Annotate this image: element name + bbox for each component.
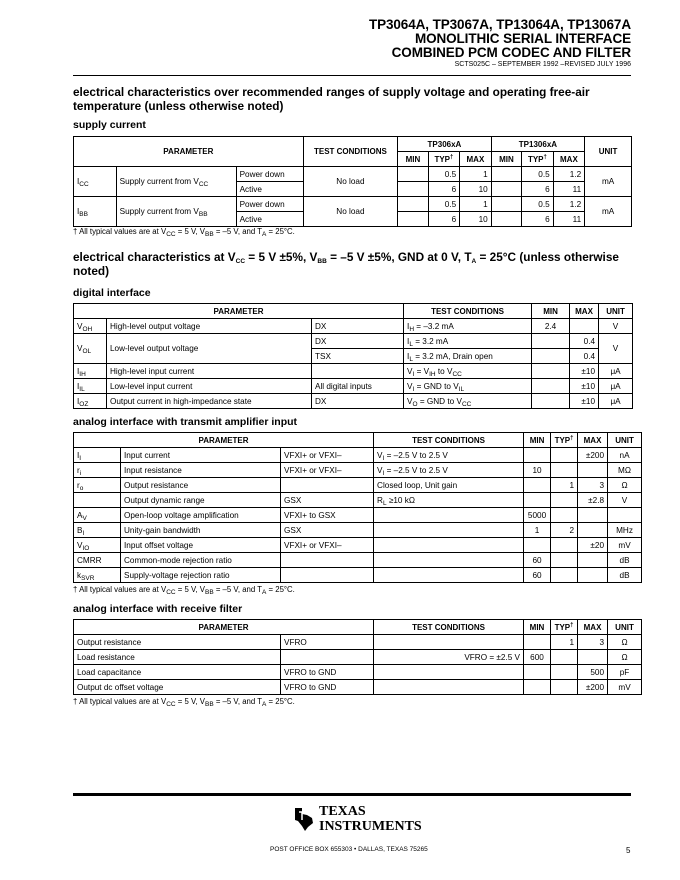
table-cell [74,493,121,508]
table-cell [374,508,524,523]
table-cell: μA [599,364,633,379]
table-row [74,319,633,334]
table-cell: 600 [524,650,551,665]
table-row [74,508,642,523]
col-typ: TYP† [428,152,460,167]
table-cell: Input offset voltage [121,538,281,553]
table-cell: $I_L = 3.2$ mA [404,334,532,349]
supply-current-table [73,136,632,227]
table-cell: Common-mode rejection ratio [121,553,281,568]
table-cell: dB [608,568,642,583]
table-cell: pF [608,665,642,680]
table-cell: 10 [524,463,551,478]
table-cell [551,448,578,463]
table-cell: 10 [460,212,492,227]
table-cell: ±200 [578,680,608,695]
table-cell: 3 [578,478,608,493]
table-cell [551,508,578,523]
col-unit: UNIT [608,620,642,635]
table-cell: 0.5 [522,167,554,182]
table-cell: mA [585,167,632,197]
table-cell: 11 [553,182,585,197]
table-cell [532,379,570,394]
table-cell: Power down [236,167,303,182]
table-cell [491,197,521,212]
table-cell: 1.2 [553,167,585,182]
footer-rule [73,793,631,796]
table-cell [374,553,524,568]
table-cell: $I_{IL}$ [74,379,107,394]
table-cell: Low-level input current [107,379,312,394]
table-cell [532,364,570,379]
table-cell: 60 [524,568,551,583]
table-cell: Load capacitance [74,665,281,680]
table-row [74,197,632,212]
table-cell: $A_V$ [74,508,121,523]
analog-rx-table [73,619,642,695]
col-max-2: MAX [553,152,585,167]
table-cell: $k_{SVR}$ [74,568,121,583]
table-cell: $I_{BB}$ [74,197,117,227]
table-cell [398,167,428,182]
table-cell: 2 [551,523,578,538]
col-min: MIN [398,152,428,167]
table-cell [551,650,578,665]
table-cell: Low-level output voltage [107,334,312,364]
col-min: MIN [524,620,551,635]
table-cell: Input resistance [121,463,281,478]
table-cell: 0.4 [570,349,599,364]
table-cell: 1 [460,167,492,182]
col-unit: UNIT [608,433,642,448]
table-cell: 11 [553,212,585,227]
table-cell: VFRO to GND [281,680,374,695]
table-cell: V [599,319,633,334]
table-cell [491,167,521,182]
table-cell: $V_I = V_{IH}$ to $V_{CC}$ [404,364,532,379]
header-title-1: TP3064A, TP3067A, TP13064A, TP13067A [368,17,631,32]
table-row [74,538,642,553]
table-cell: Load resistance [74,650,281,665]
table-cell: 0.5 [428,167,460,182]
page-header [369,18,631,70]
col-min: MIN [524,433,551,448]
table-cell: Output dynamic range [121,493,281,508]
table-cell: Ω [608,635,642,650]
table-cell [524,665,551,680]
table-cell [551,493,578,508]
table-cell [570,319,599,334]
table-row [74,167,632,182]
table-cell: ±20 [578,538,608,553]
table-cell: Active [236,182,303,197]
table-row [74,448,642,463]
table-cell: 6 [428,212,460,227]
table-cell [578,523,608,538]
table-cell: 1 [524,523,551,538]
table-cell: ±2.8 [578,493,608,508]
table-cell: Input current [121,448,281,463]
table-cell [491,182,521,197]
table-cell: μA [599,379,633,394]
table-cell [281,553,374,568]
col-typ: TYP† [551,433,578,448]
table-cell [532,334,570,349]
supply-current-heading: supply current [73,119,146,131]
table-cell [281,478,374,493]
table-row [74,493,642,508]
table-cell: $V_O$ = GND to $V_{CC}$ [404,394,532,409]
table-row [74,478,642,493]
table-cell: 6 [522,212,554,227]
table-cell: Active [236,212,303,227]
table-cell: GSX [281,523,374,538]
table-cell: $I_{CC}$ [74,167,117,197]
table-cell: Open-loop voltage amplification [121,508,281,523]
table-cell: Output dc offset voltage [74,680,281,695]
col-parameter: PARAMETER [74,304,404,319]
table-cell [578,508,608,523]
doc-id: SCTS025C – SEPTEMBER 1992 –REVISED JULY 1996 [454,61,631,68]
table-cell: CMRR [74,553,121,568]
table-cell: DX [312,334,404,349]
col-parameter: PARAMETER [74,620,374,635]
col-parameter: PARAMETER [74,137,304,167]
table-cell [398,182,428,197]
table-cell [551,665,578,680]
table-cell: $I_{IH}$ [74,364,107,379]
table-cell: 60 [524,553,551,568]
table-row [74,334,633,349]
table-cell: VFRO to GND [281,665,374,680]
table-cell: $R_L \ge 10$ kΩ [374,493,524,508]
table-cell: ±200 [578,448,608,463]
table-cell [578,463,608,478]
table-cell: 1 [551,478,578,493]
table-cell: 3 [578,635,608,650]
table-cell: 5000 [524,508,551,523]
analog-tx-table [73,432,642,583]
table-cell: 2.4 [532,319,570,334]
table-cell: Supply current from $V_{CC}$ [116,167,236,197]
table-cell: $I_I$ [74,448,121,463]
table-cell: 6 [428,182,460,197]
table-cell: $I_H = -3.2$ mA [404,319,532,334]
col-unit: UNIT [585,137,632,167]
table-cell: V [599,334,633,364]
col-max: MAX [578,433,608,448]
table-cell: mA [585,197,632,227]
table-cell: Supply-voltage rejection ratio [121,568,281,583]
table-cell [551,680,578,695]
table-cell: 1 [551,635,578,650]
table-cell [551,463,578,478]
table-row [74,635,642,650]
table-cell: MΩ [608,463,642,478]
footnote-3: † All typical values are at $V_{CC} = 5$ V, $V_{BB} = -5$ V, and $T_A = 25^\circ C$. [73,697,295,708]
page-number: 5 [626,846,631,855]
analog-rx-heading: analog interface with receive filter [73,603,243,615]
table-cell: 0.5 [428,197,460,212]
table-row [74,379,633,394]
table-row [74,553,642,568]
table-cell: 10 [460,182,492,197]
col-typ: TYP† [551,620,578,635]
table-cell [532,349,570,364]
table-cell: GSX [281,493,374,508]
section1-title: electrical characteristics over recommended ranges of supply voltage and operating free-air temperature (unless otherwise noted) [73,85,590,113]
table-cell [578,650,608,665]
col-unit: UNIT [599,304,633,319]
table-cell: Ω [608,478,642,493]
table-cell [374,538,524,553]
table-cell: $V_I = -2.5$ V to 2.5 V [374,448,524,463]
table-cell: Unity-gain bandwidth [121,523,281,538]
table-cell: Supply current from $V_{BB}$ [116,197,236,227]
table-cell: DX [312,394,404,409]
table-cell: All digital inputs [312,379,404,394]
table-cell: $V_{IO}$ [74,538,121,553]
table-cell: mV [608,538,642,553]
col-group-tp1306xa: TP1306xA [491,137,585,152]
table-cell [374,665,524,680]
table-cell [551,568,578,583]
table-row [74,364,633,379]
table-cell [524,635,551,650]
table-cell: No load [303,197,398,227]
col-max: MAX [460,152,492,167]
table-cell: 500 [578,665,608,680]
table-cell [551,553,578,568]
table-cell: VFXI+ to GSX [281,508,374,523]
table-cell: DX [312,319,404,334]
table-cell [578,568,608,583]
table-cell [524,493,551,508]
table-cell [398,197,428,212]
table-cell: 1.2 [553,197,585,212]
col-min: MIN [532,304,570,319]
table-cell: High-level output voltage [107,319,312,334]
logo-texas: TEXAS [319,804,366,819]
table-cell: $I_L = 3.2$ mA, Drain open [404,349,532,364]
table-cell: Closed loop, Unit gain [374,478,524,493]
footnote-1: † All typical values are at $V_{CC} = 5$ V, $V_{BB} = -5$ V, and $T_A = 25^\circ C$. [73,227,295,238]
table-cell: 1 [460,197,492,212]
footnote-2: † All typical values are at $V_{CC} = 5$ V, $V_{BB} = -5$ V, and $T_A = 25^\circ C$. [73,585,295,596]
table-cell [524,680,551,695]
table-row [74,523,642,538]
table-cell: TSX [312,349,404,364]
table-cell [524,538,551,553]
table-cell: 6 [522,182,554,197]
col-typ-2: TYP† [522,152,554,167]
table-cell: ±10 [570,394,599,409]
table-cell: 0.5 [522,197,554,212]
table-cell: dB [608,553,642,568]
table-cell: No load [303,167,398,197]
table-row [74,680,642,695]
table-row [74,665,642,680]
table-cell [374,568,524,583]
table-cell: 0.4 [570,334,599,349]
table-cell [608,508,642,523]
col-group-tp306xa: TP306xA [398,137,492,152]
header-title-3: COMBINED PCM CODEC AND FILTER [391,45,631,60]
table-cell [532,394,570,409]
table-cell: $V_I = -2.5$ V to 2.5 V [374,463,524,478]
table-cell: $V_{OH}$ [74,319,107,334]
table-cell: Power down [236,197,303,212]
col-max: MAX [578,620,608,635]
table-cell: Ω [608,650,642,665]
col-test-conditions: TEST CONDITIONS [404,304,532,319]
table-cell [398,212,428,227]
texas-state-icon [293,806,315,832]
col-test-conditions: TEST CONDITIONS [374,620,524,635]
table-cell [524,448,551,463]
table-cell: $V_I$ = GND to $V_{IL}$ [404,379,532,394]
table-cell [374,635,524,650]
table-row [74,650,642,665]
table-cell: VFXI+ or VFXI– [281,538,374,553]
table-cell: V [608,493,642,508]
col-min-2: MIN [491,152,521,167]
table-cell: ±10 [570,364,599,379]
col-parameter: PARAMETER [74,433,374,448]
table-cell: High-level input current [107,364,312,379]
col-max: MAX [570,304,599,319]
table-row [74,463,642,478]
table-cell [551,538,578,553]
digital-table [73,303,633,409]
table-cell: VFRO [281,635,374,650]
table-cell: $I_{OZ}$ [74,394,107,409]
analog-tx-heading: analog interface with transmit amplifier input [73,416,298,428]
table-cell: MHz [608,523,642,538]
header-rule [73,75,631,76]
table-cell: VFRO = ±2.5 V [374,650,524,665]
table-cell: μA [599,394,633,409]
table-cell: Output current in high-impedance state [107,394,312,409]
table-cell [374,680,524,695]
table-cell: $B_I$ [74,523,121,538]
footer-address: POST OFFICE BOX 655303 • DALLAS, TEXAS 75265 [270,846,428,853]
table-cell: VFXI+ or VFXI– [281,448,374,463]
table-cell [491,212,521,227]
table-cell [524,478,551,493]
table-cell: mV [608,680,642,695]
table-cell [578,553,608,568]
table-row [74,394,633,409]
col-test-conditions: TEST CONDITIONS [303,137,398,167]
header-title-2: MONOLITHIC SERIAL INTERFACE [414,31,631,46]
table-cell: $r_i$ [74,463,121,478]
table-cell: ±10 [570,379,599,394]
table-cell: $r_o$ [74,478,121,493]
table-cell [312,364,404,379]
table-cell [281,650,374,665]
ti-logo [293,804,422,834]
table-cell [374,523,524,538]
table-cell: VFXI+ or VFXI– [281,463,374,478]
table-cell: nA [608,448,642,463]
table-row [74,568,642,583]
table-cell: Output resistance [74,635,281,650]
digital-interface-heading: digital interface [73,287,151,299]
logo-instruments: INSTRUMENTS [319,819,422,834]
table-cell [281,568,374,583]
table-cell: Output resistance [121,478,281,493]
table-cell: $V_{OL}$ [74,334,107,364]
section2-title: electrical characteristics at $V_{CC} = 5$ V ±5%, $V_{BB} = -5$ V ±5%, GND at 0 V, $T_A = 25^\circ C$ (unless otherwise noted) [73,250,619,278]
col-test-conditions: TEST CONDITIONS [374,433,524,448]
